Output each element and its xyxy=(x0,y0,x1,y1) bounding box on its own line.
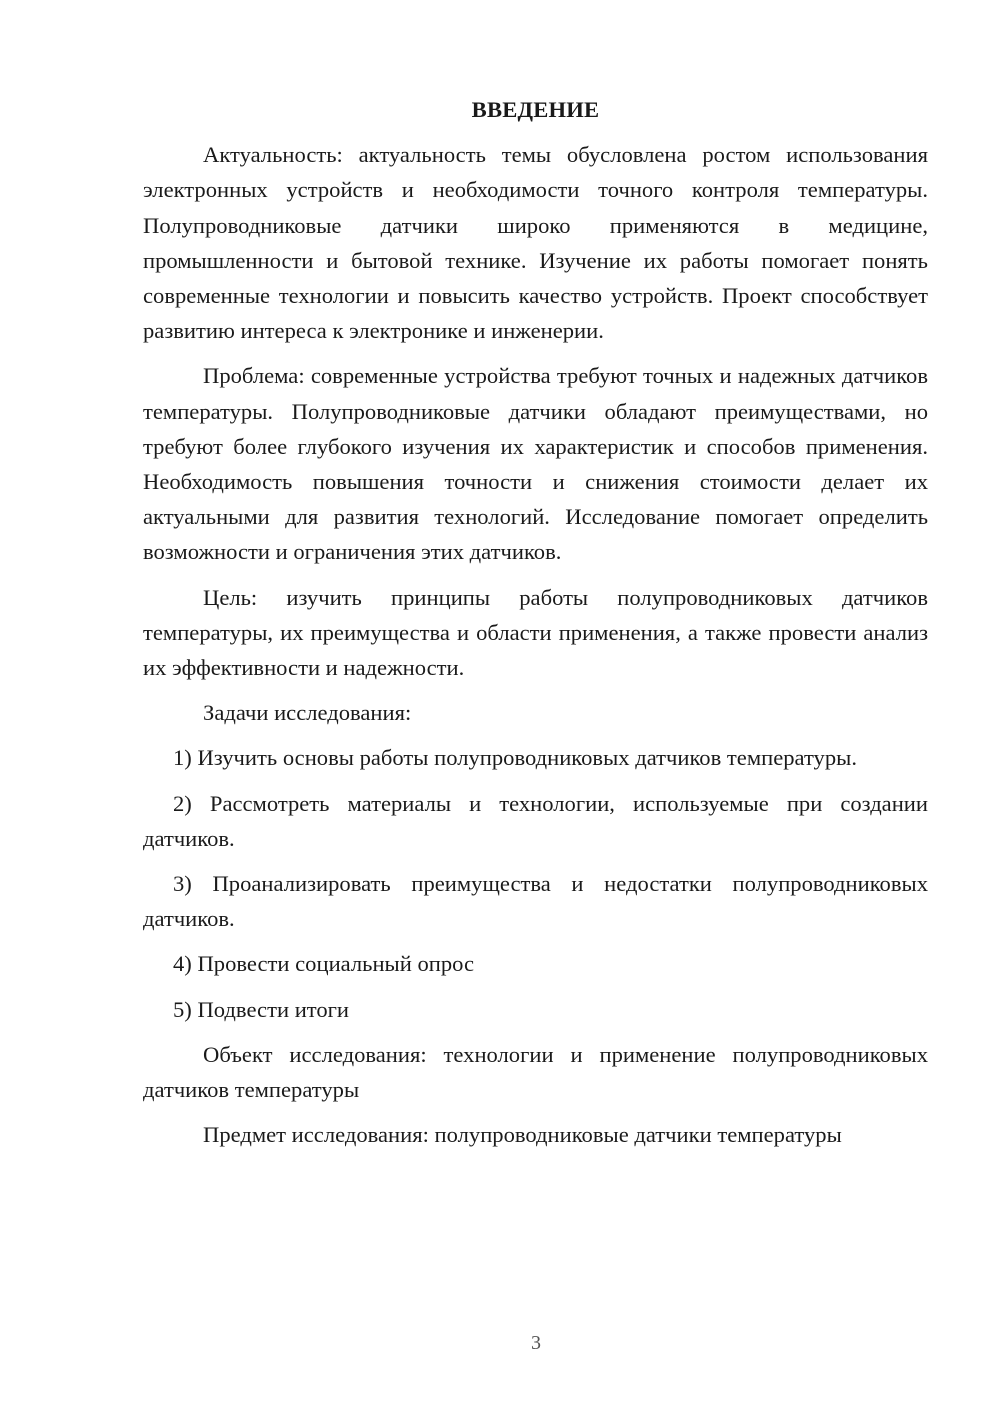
page-content xyxy=(143,92,928,1162)
paragraph-goal: Цель: изучить принципы работы полупроводниковых датчиков температуры, их преимущества и области применения, а также провести анализ их эффективности и надежности. xyxy=(143,584,928,681)
task-item: 3) Проанализировать преимущества и недостатки полупроводниковых датчиков. xyxy=(143,871,928,932)
page-number: 3 xyxy=(531,1332,541,1354)
paragraph-relevance: Актуальность: актуальность темы обусловлена ростом использования электронных устройств и необходимости точного контроля температуры. Полупроводниковые датчики широко применяются в медицине, промышленности и бытовой технике. Изучение их работы помогает понять современные технологии и повысить качество устройств. Проект способствует развитию интереса к электронике и инженерии. xyxy=(143,142,928,344)
task-item: 1) Изучить основы работы полупроводниковых датчиков температуры. xyxy=(173,745,857,771)
page-title: ВВЕДЕНИЕ xyxy=(471,97,600,122)
task-item: 2) Рассмотреть материалы и технологии, используемые при создании датчиков. xyxy=(143,790,928,851)
task-item: 5) Подвести итоги xyxy=(173,996,350,1022)
paragraph-object: Объект исследования: технологии и применение полупроводниковых датчиков температуры xyxy=(143,1041,928,1103)
tasks-heading: Задачи исследования: xyxy=(203,700,412,726)
task-item: 4) Провести социальный опрос xyxy=(173,951,475,977)
paragraph-problem: Проблема: современные устройства требуют точных и надежных датчиков температуры. Полупроводниковые датчики обладают преимуществами, но требуют более глубокого изучения их характеристик и способов применения. Необходимость повышения точности и снижения стоимости делает их актуальными для развития технологий. Исследование помогает определить возможности и ограничения этих датчиков. xyxy=(143,363,928,565)
paragraph-subject: Предмет исследования: полупроводниковые датчики температуры xyxy=(203,1122,842,1148)
